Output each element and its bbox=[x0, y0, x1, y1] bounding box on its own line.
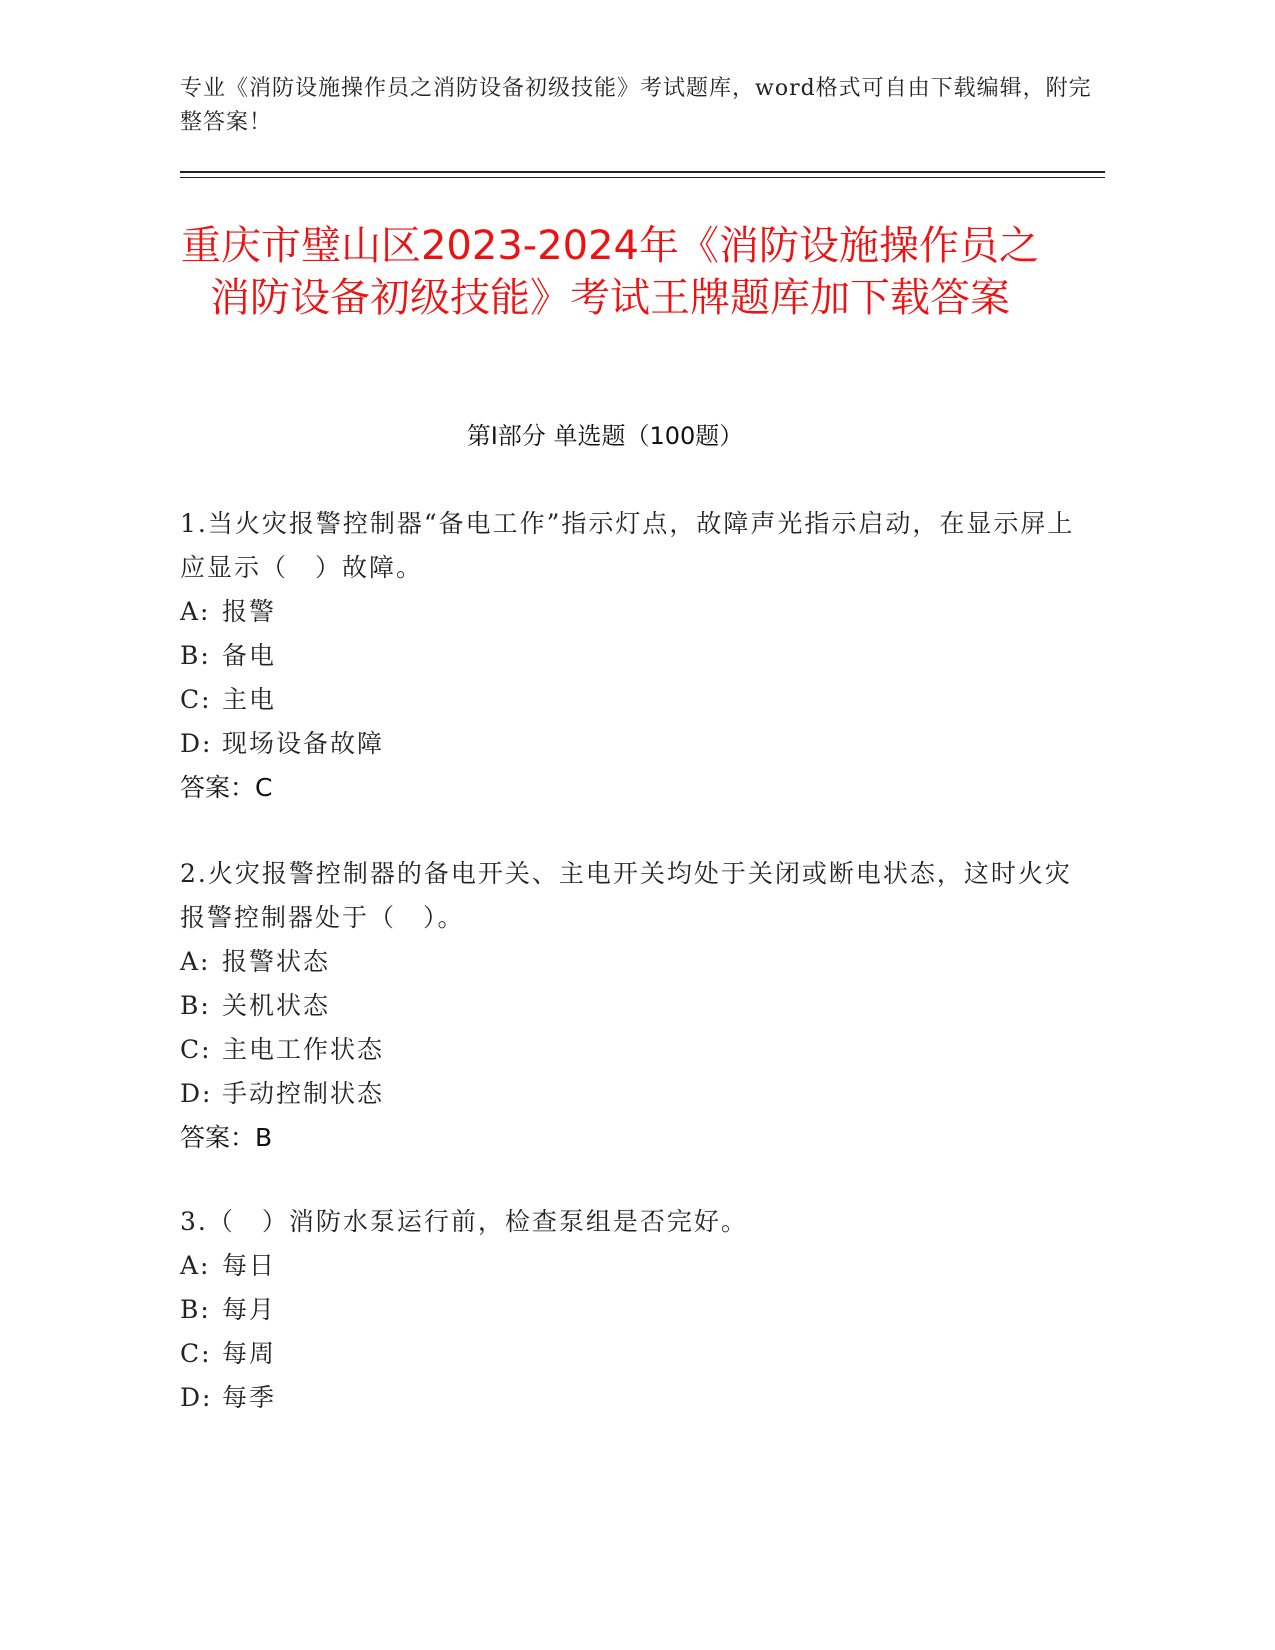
option-text: 主电 bbox=[222, 685, 277, 714]
option-b bbox=[180, 1288, 1080, 1332]
section-heading: 第Ⅰ部分 单选题（100题） bbox=[466, 422, 744, 450]
question-stem: 1.当火灾报警控制器“备电工作”指示灯点，故障声光指示启动，在显示屏上应显示（ ）故障。 bbox=[180, 509, 1075, 582]
answer-line: 答案：C bbox=[180, 773, 273, 802]
option-text: 手动控制状态 bbox=[222, 1079, 385, 1108]
option-text: 主电工作状态 bbox=[222, 1035, 385, 1064]
option-b bbox=[180, 634, 1080, 678]
option-letter: D: bbox=[180, 1383, 213, 1412]
option-letter: C: bbox=[180, 685, 212, 714]
question-1 bbox=[180, 502, 1080, 810]
document-title: 重庆市璧山区2023-2024年《消防设施操作员之消防设备初级技能》考试王牌题库加下载答案 bbox=[180, 223, 1040, 321]
question-stem: 2.火灾报警控制器的备电开关、主电开关均处于关闭或断电状态，这时火灾报警控制器处于（ ）。 bbox=[180, 859, 1072, 932]
option-a bbox=[180, 1244, 1080, 1288]
option-letter: A: bbox=[180, 947, 211, 976]
option-letter: B: bbox=[180, 991, 211, 1020]
option-letter: D: bbox=[180, 1079, 213, 1108]
option-text: 备电 bbox=[222, 641, 277, 670]
question-3 bbox=[180, 1200, 1080, 1420]
header-rule-thin bbox=[180, 177, 1105, 178]
option-text: 关机状态 bbox=[222, 991, 331, 1020]
option-d bbox=[180, 1376, 1080, 1420]
option-letter: C: bbox=[180, 1339, 212, 1368]
header-note: 专业《消防设施操作员之消防设备初级技能》考试题库，word格式可自由下载编辑，附完整答案！ bbox=[180, 76, 1092, 135]
option-text: 每日 bbox=[222, 1251, 277, 1280]
option-letter: B: bbox=[180, 1295, 211, 1324]
option-letter: D: bbox=[180, 729, 213, 758]
option-letter: A: bbox=[180, 597, 211, 626]
answer-line: 答案：B bbox=[180, 1123, 273, 1152]
option-letter: B: bbox=[180, 641, 211, 670]
option-text: 每周 bbox=[222, 1339, 277, 1368]
option-b bbox=[180, 984, 1080, 1028]
option-text: 每季 bbox=[222, 1383, 277, 1412]
option-a bbox=[180, 590, 1080, 634]
option-d bbox=[180, 1072, 1080, 1116]
option-c bbox=[180, 678, 1080, 722]
option-text: 报警状态 bbox=[222, 947, 331, 976]
option-text: 现场设备故障 bbox=[222, 729, 385, 758]
question-stem: 3.（ ）消防水泵运行前，检查泵组是否完好。 bbox=[180, 1207, 748, 1236]
option-c bbox=[180, 1332, 1080, 1376]
option-text: 每月 bbox=[222, 1295, 277, 1324]
option-d bbox=[180, 722, 1080, 766]
option-letter: A: bbox=[180, 1251, 211, 1280]
option-c bbox=[180, 1028, 1080, 1072]
option-letter: C: bbox=[180, 1035, 212, 1064]
option-text: 报警 bbox=[222, 597, 277, 626]
option-a bbox=[180, 940, 1080, 984]
header-rule-thick bbox=[180, 171, 1105, 173]
question-2 bbox=[180, 852, 1080, 1160]
